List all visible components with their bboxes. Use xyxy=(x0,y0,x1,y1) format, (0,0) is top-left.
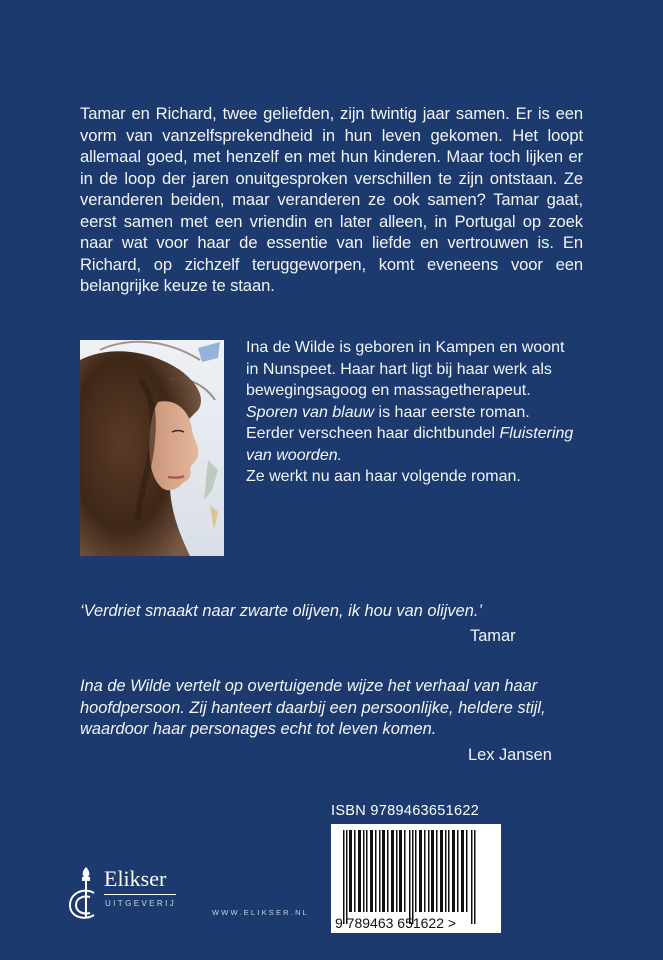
review-line: hoofdpersoon. Zij hanteert daarbij een persoonlijke, heldere stijl, xyxy=(80,698,546,717)
bio-line xyxy=(246,445,551,467)
publisher-logo xyxy=(64,863,194,923)
bio-line: in Nunspeet. Haar hart ligt bij haar werk als xyxy=(246,360,552,378)
bio-line xyxy=(246,402,551,424)
bio-line xyxy=(246,423,574,445)
author-portrait-image xyxy=(80,340,224,556)
bio-line: bewegingsagoog en massagetherapeut. xyxy=(246,382,531,399)
barcode-digits: 9 789463 651622 > xyxy=(335,915,457,931)
isbn-label: ISBN 9789463651622 xyxy=(331,803,480,819)
publisher-website: WWW.ELIKSER.NL xyxy=(212,908,310,917)
bio-line: Ina de Wilde is geboren in Kampen en woont xyxy=(246,339,565,356)
author-bio xyxy=(246,337,574,488)
publisher-subtitle: UITGEVERIJ xyxy=(105,899,177,908)
poetry-title: Fluistering xyxy=(499,425,574,442)
poetry-title-cont: van woorden. xyxy=(246,446,343,464)
bio-text: Eerder verscheen haar dichtbundel xyxy=(246,425,500,442)
author-photo xyxy=(80,340,224,556)
publisher-emblem-icon xyxy=(64,863,104,923)
review-line: waardoor haar personages echt tot leven komen. xyxy=(80,720,437,738)
back-cover-blurb: Tamar en Richard, twee geliefden, zijn twintig jaar samen. Er is een vorm van vanzelfsprekendheid in hun leven gekomen. Het loopt allemaal goed, met henzelf en met hun kinderen. Maar toch lijken er in de loop der jaren onuitgesproken verschillen te zijn ontstaan. Ze veranderen beiden, maar veranderen ze ook samen? Tamar gaat, eerst samen met een vriendin en later alleen, in Portugal op zoek naar wat voor haar de essentie van liefde en vertrouwen is. En Richard, op zichzelf teruggeworpen, komt eveneens voor een belangrijke keuze te staan. xyxy=(80,104,583,295)
character-quote: ‘Verdriet smaakt naar zwarte olijven, ik hou van olijven.’ xyxy=(80,602,483,620)
review-line: Ina de Wilde vertelt op overtuigende wijze het verhaal van haar xyxy=(80,677,538,695)
quote-attribution: Tamar xyxy=(470,627,516,645)
bio-text: is haar eerste roman. xyxy=(374,403,530,421)
review-quote xyxy=(80,676,580,741)
isbn-barcode xyxy=(331,824,501,933)
review-attribution: Lex Jansen xyxy=(468,746,552,764)
logo-divider xyxy=(104,894,176,895)
publisher-name: Elikser xyxy=(104,866,167,891)
bio-line: Ze werkt nu aan haar volgende roman. xyxy=(246,468,521,485)
book-title: Sporen van blauw xyxy=(246,403,375,421)
